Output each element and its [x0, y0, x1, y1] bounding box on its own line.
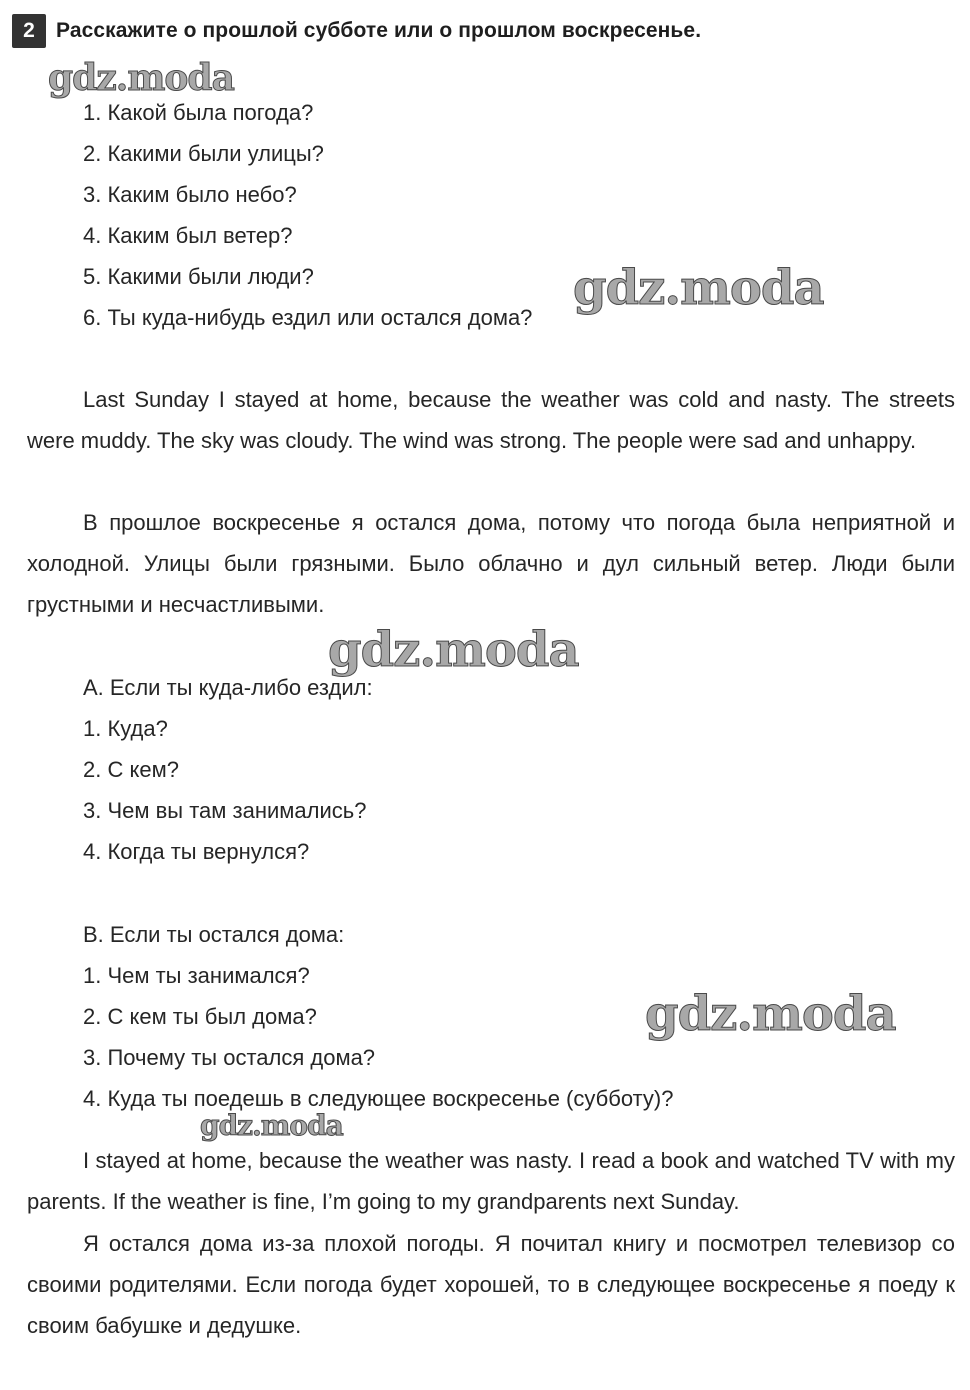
task-number-badge: 2 — [12, 14, 46, 48]
question-5: 5. Какими были люди? — [83, 264, 314, 289]
question-3: 3. Каким было небо? — [83, 182, 297, 207]
question-1: 1. Какой была погода? — [83, 100, 314, 125]
section-b-item-4: 4. Куда ты поедешь в следующее воскресенье (субботу)? — [83, 1086, 674, 1111]
question-2: 2. Какими были улицы? — [83, 141, 324, 166]
watermark-5: gdz.moda — [200, 1109, 343, 1142]
answer1-russian: В прошлое воскресенье я остался дома, потому что погода была неприятной и холодной. Улицы были грязными. Было облачно и дул сильный ветер. Люди были грустными и несчастливыми. — [27, 510, 955, 618]
question-4: 4. Каким был ветер? — [83, 223, 293, 248]
section-b-item-1: 1. Чем ты занимался? — [83, 963, 310, 988]
section-b-item-3: 3. Почему ты остался дома? — [83, 1045, 376, 1070]
section-a-heading: А. Если ты куда-либо ездил: — [83, 675, 373, 700]
watermark-2: gdz.moda — [573, 260, 824, 316]
watermark-3: gdz.moda — [328, 622, 579, 678]
watermark-1: gdz.moda — [48, 57, 234, 99]
section-a-item-1: 1. Куда? — [83, 716, 168, 741]
section-b-heading: В. Если ты остался дома: — [83, 922, 345, 947]
answer1-english: Last Sunday I stayed at home, because the weather was cold and nasty. The streets were muddy. The sky was cloudy. The wind was strong. The people were sad and unhappy. — [27, 387, 955, 454]
section-a-item-4: 4. Когда ты вернулся? — [83, 839, 310, 864]
question-6: 6. Ты куда-нибудь ездил или остался дома? — [83, 305, 533, 330]
task-title: Расскажите о прошлой субботе или о прошлом воскресенье. — [56, 19, 702, 42]
answer2-russian: Я остался дома из-за плохой погоды. Я почитал книгу и посмотрел телевизор со своими родителями. Если погода будет хорошей, то в следующее воскресенье я поеду к своим бабушке и дедушке. — [27, 1231, 955, 1339]
watermark-4: gdz.moda — [645, 986, 896, 1042]
task-header — [12, 14, 701, 48]
section-a-item-3: 3. Чем вы там занимались? — [83, 798, 367, 823]
section-b-item-2: 2. С кем ты был дома? — [83, 1004, 317, 1029]
section-a-item-2: 2. С кем? — [83, 757, 179, 782]
answer2-english: I stayed at home, because the weather was nasty. I read a book and watched TV with my parents. If the weather is fine, I’m going to my grandparents next Sunday. — [27, 1148, 955, 1215]
